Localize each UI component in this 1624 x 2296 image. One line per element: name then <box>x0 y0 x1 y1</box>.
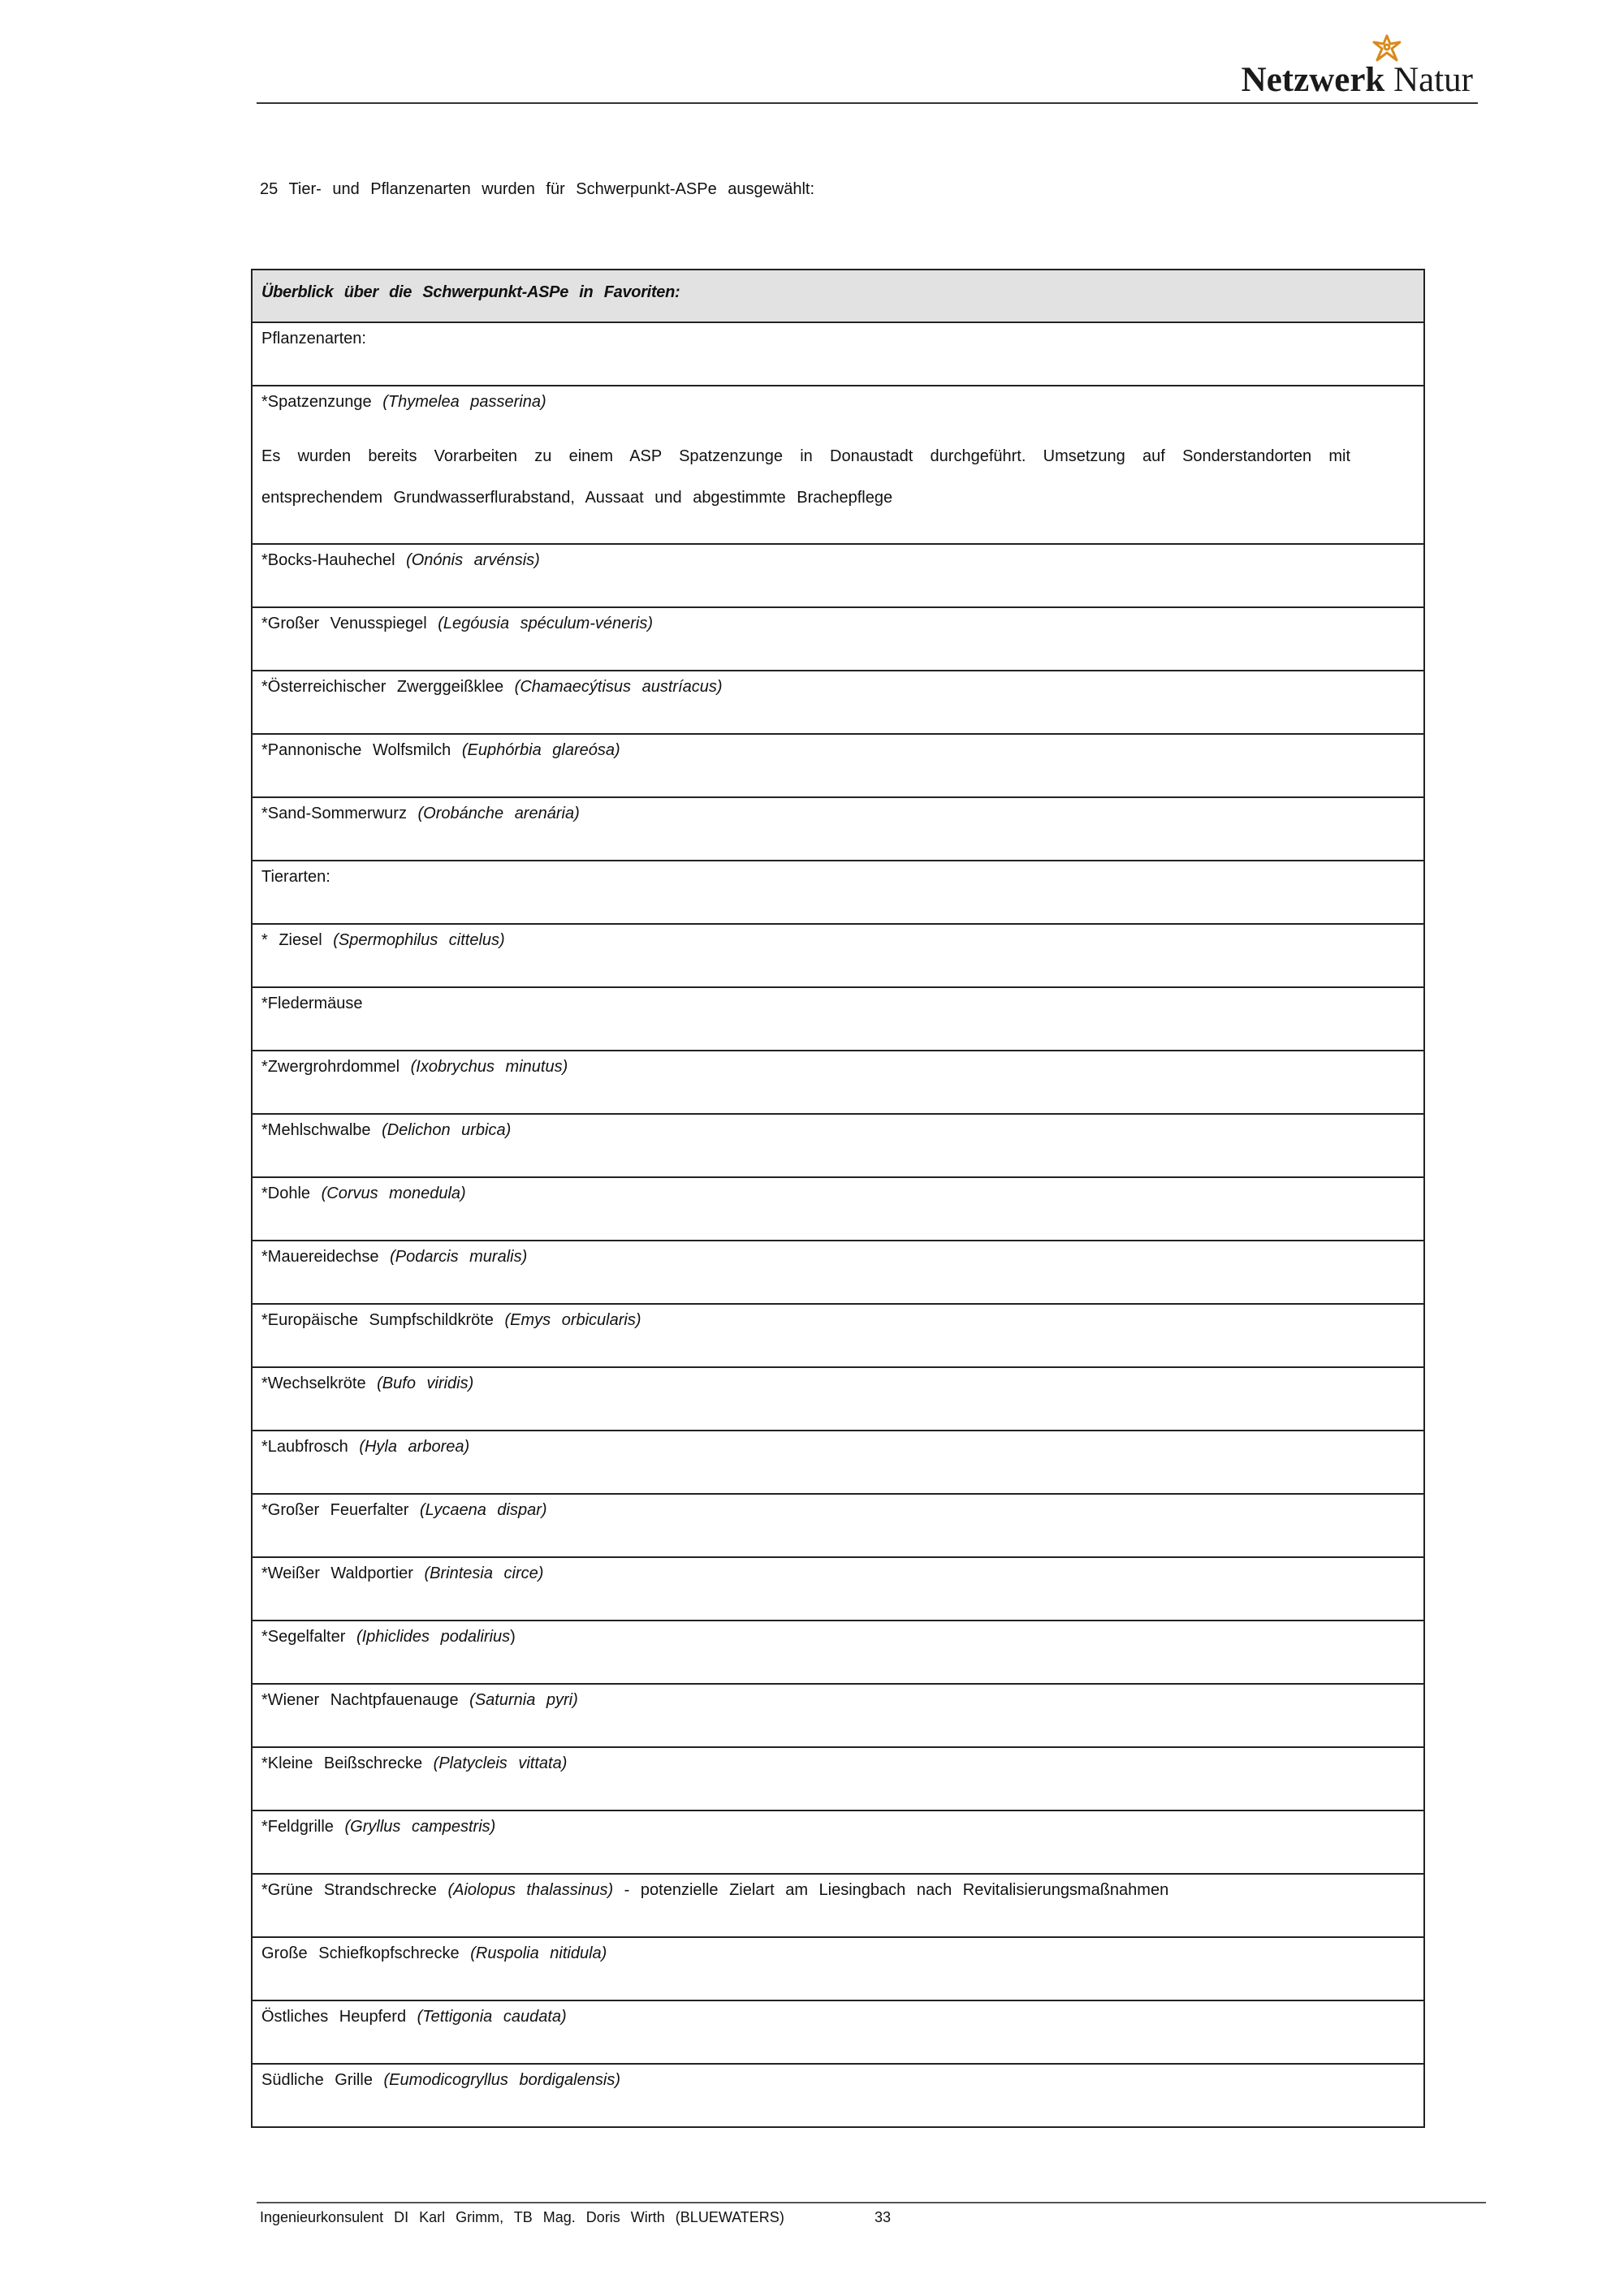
species-name: *Europäische Sumpfschildkröte <box>261 1311 494 1329</box>
species-name: *Segelfalter <box>261 1628 346 1646</box>
species-name: *Dohle <box>261 1185 311 1202</box>
species-scientific-name: (Bufo viridis) <box>377 1375 474 1392</box>
table-title-row <box>253 270 1423 322</box>
table-row <box>253 1556 1423 1620</box>
species-scientific-name: (Gryllus campestris) <box>344 1818 496 1836</box>
species-scientific-name: (Aiolopus thalassinus) <box>447 1881 614 1899</box>
table-row <box>253 1683 1423 1746</box>
table-row <box>253 1430 1423 1493</box>
species-scientific-name: (Onónis arvénsis) <box>406 551 540 569</box>
species-scientific-name: (Chamaecýtisus austríacus) <box>514 678 723 696</box>
table-row <box>253 1050 1423 1113</box>
page-number: 33 <box>875 2209 892 2225</box>
intro-text: 25 Tier- und Pflanzenarten wurden für Schwerpunkt-ASPe ausgewählt: <box>260 180 815 198</box>
species-scientific-name: (Emys orbicularis) <box>504 1311 641 1329</box>
table-row <box>253 670 1423 733</box>
header-divider <box>257 102 1478 104</box>
species-scientific-name: (Saturnia pyri) <box>469 1691 578 1709</box>
species-name: *Wechselkröte <box>261 1375 366 1392</box>
species-name: Östliches Heupferd <box>261 2008 407 2026</box>
species-scientific-name: (Eumodicogryllus bordigalensis) <box>383 2071 620 2089</box>
table-row <box>253 1810 1423 1873</box>
species-name: *Fledermäuse <box>261 995 363 1012</box>
table-row <box>253 1176 1423 1240</box>
species-name: *Feldgrille <box>261 1818 334 1836</box>
header-logo <box>1221 32 1473 99</box>
table-row <box>253 1936 1423 2000</box>
species-scientific-name: (Iphiclides podalirius <box>356 1628 511 1646</box>
species-name: Große Schiefkopfschrecke <box>261 1944 460 1962</box>
species-name: *Kleine Beißschrecke <box>261 1754 423 1772</box>
table-row <box>253 2000 1423 2063</box>
table-row <box>253 796 1423 860</box>
species-name: * Ziesel <box>261 931 322 949</box>
plants-label: Pflanzenarten: <box>261 330 366 347</box>
table-row <box>253 543 1423 606</box>
species-scientific-name: (Ruspolia nitidula) <box>470 1944 607 1962</box>
species-note: - potenzielle Zielart am Liesingbach nach Revitalisierungsmaßnahmen <box>624 1881 1169 1899</box>
table-row <box>253 733 1423 796</box>
species-name: *Pannonische Wolfsmilch <box>261 741 451 759</box>
species-scientific-name: (Hyla arborea) <box>359 1438 470 1456</box>
species-scientific-name: (Legóusia spéculum-véneris) <box>438 615 654 632</box>
table-row <box>253 1113 1423 1176</box>
logo-wordmark <box>1242 60 1473 100</box>
table-row <box>253 1746 1423 1810</box>
table-row <box>253 2063 1423 2126</box>
table-row <box>253 923 1423 986</box>
species-name: *Grüne Strandschrecke <box>261 1881 437 1899</box>
species-scientific-name: (Tettigonia caudata) <box>417 2008 567 2026</box>
species-scientific-name: (Spermophilus cittelus) <box>333 931 505 949</box>
species-scientific-name: (Orobánche arenária) <box>417 805 580 822</box>
table-row <box>253 1873 1423 1936</box>
species-scientific-name: (Lycaena dispar) <box>419 1501 547 1519</box>
table-row <box>253 1240 1423 1303</box>
species-name: *Mehlschwalbe <box>261 1121 371 1139</box>
table-row <box>253 385 1423 543</box>
species-name: *Großer Feuerfalter <box>261 1501 409 1519</box>
plants-section-row <box>253 322 1423 385</box>
species-name: *Zwergrohrdommel <box>261 1058 400 1076</box>
species-scientific-name: (Corvus monedula) <box>321 1185 466 1202</box>
species-name: *Österreichischer Zwerggeißklee <box>261 678 504 696</box>
table-row <box>253 1620 1423 1683</box>
animals-section-row <box>253 860 1423 923</box>
species-scientific-name: (Ixobrychus minutus) <box>410 1058 568 1076</box>
species-table <box>251 269 1425 2128</box>
species-note: ) <box>510 1628 516 1646</box>
footer-text: Ingenieurkonsulent DI Karl Grimm, TB Mag. Doris Wirth (BLUEWATERS) <box>260 2209 784 2225</box>
species-name: *Mauereidechse <box>261 1248 379 1266</box>
table-title: Überblick über die Schwerpunkt-ASPe in Favoriten: <box>261 283 680 301</box>
table-row <box>253 1366 1423 1430</box>
table-row <box>253 986 1423 1050</box>
species-scientific-name: (Podarcis muralis) <box>390 1248 528 1266</box>
footer-divider <box>257 2202 1486 2203</box>
animals-label: Tierarten: <box>261 868 330 886</box>
species-scientific-name: (Thymelea passerina) <box>382 393 546 411</box>
species-scientific-name: (Platycleis vittata) <box>433 1754 568 1772</box>
species-name: *Bocks-Hauhechel <box>261 551 395 569</box>
species-name: *Weißer Waldportier <box>261 1564 413 1582</box>
species-description: Es wurden bereits Vorarbeiten zu einem ASP Spatzenzunge in Donaustadt durchgeführt. Umsetzung auf Sonderstandorten mit entsprechendem Grundwasserflurabstand, Aussaat und abgestimmte Brachepflege <box>261 447 1350 507</box>
species-scientific-name: (Euphórbia glareósa) <box>461 741 620 759</box>
species-name: *Laubfrosch <box>261 1438 348 1456</box>
table-row <box>253 1493 1423 1556</box>
logo-regular-word: Natur <box>1393 61 1473 99</box>
species-name: *Sand-Sommerwurz <box>261 805 407 822</box>
species-scientific-name: (Delichon urbica) <box>382 1121 512 1139</box>
species-scientific-name: (Brintesia circe) <box>424 1564 544 1582</box>
logo-bold-word: Netzwerk <box>1241 61 1385 99</box>
species-name: *Großer Venusspiegel <box>261 615 427 632</box>
species-name: Südliche Grille <box>261 2071 373 2089</box>
table-row <box>253 1303 1423 1366</box>
species-name: *Spatzenzunge <box>261 393 372 411</box>
table-row <box>253 606 1423 670</box>
species-name: *Wiener Nachtpfauenauge <box>261 1691 459 1709</box>
